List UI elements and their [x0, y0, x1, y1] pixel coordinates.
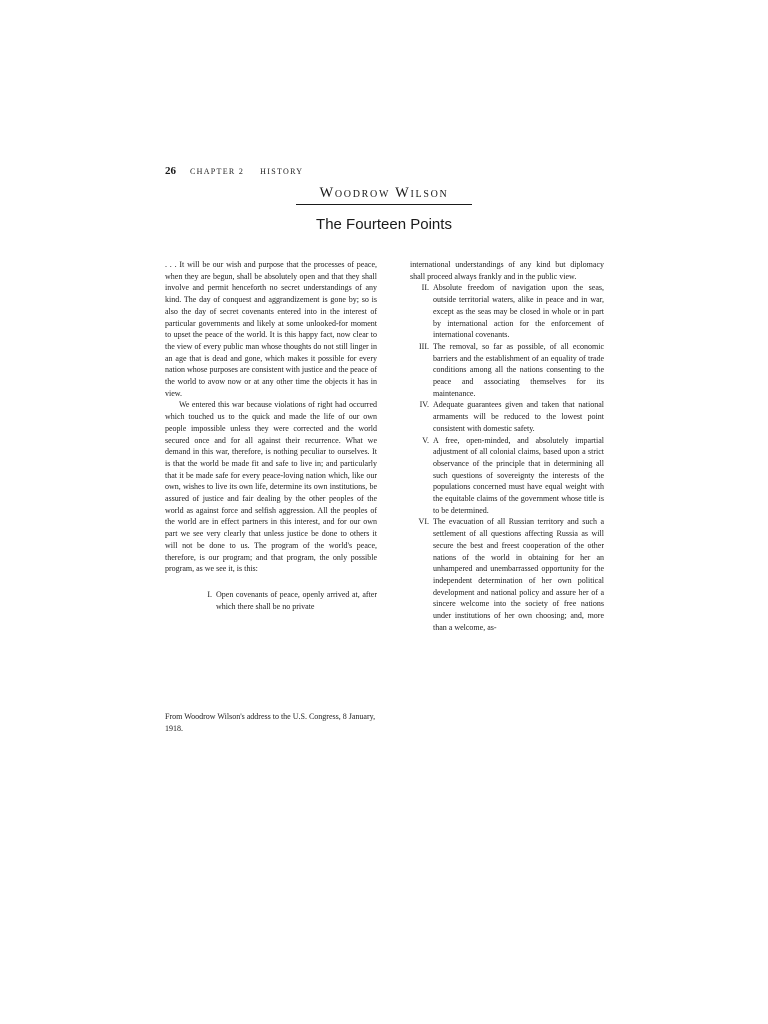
body-paragraph: . . . It will be our wish and purpose that the processes of peace, when they are begun, shall be absolutely open and that they shall involve and permit henceforth no secret understandings of any kind. The day of conquest and aggrandizement is gone by; so is also the day of secret covenants entered into in the interest of particular governments and likely at some unlooked-for moment to upset the peace of the world. It is this happy fact, now clear to the view of every public man whose thoughts do not still linger in an age that is dead and gone, which makes it possible for every nation whose purposes are consistent with justice and the peace of the world to avow now or at any other time the objects it has in view.	[165, 260, 377, 398]
page-number: 26	[165, 165, 176, 177]
point-number: III.	[419, 341, 429, 351]
running-head-section: HISTORY	[260, 167, 304, 176]
point-item	[410, 282, 604, 341]
point-number: I.	[207, 589, 212, 599]
point-text: The evacuation of all Russian territory and such a settlement of all questions affecting Russia as will secure the best and freest cooperation of the other nations of the world in obtaining for her an unhampered and unembarrassed opportunity for the independent determination of her own political development and national policy and assure her of a sincere welcome into the society of free nations under institutions of her own choosing; and, more than a welcome, as-	[433, 517, 604, 632]
point-text: Adequate guarantees given and taken that national armaments will be reduced to the lowest point consistent with domestic safety.	[433, 400, 604, 433]
point-continuation: international understandings of any kind but diplomacy shall proceed always frankly and in the public view.	[410, 260, 604, 281]
document-title: The Fourteen Points	[316, 216, 452, 233]
point-text: Open covenants of peace, openly arrived at, after which there shall be no private	[216, 589, 377, 611]
running-head-chapter: CHAPTER 2	[190, 167, 245, 176]
point-number: IV.	[419, 400, 429, 410]
point-number: VI.	[418, 517, 429, 527]
point-number: II.	[421, 283, 429, 293]
point-number: V.	[422, 435, 429, 445]
point-text: Absolute freedom of navigation upon the seas, outside territorial waters, alike in peace and in war, except as the seas may be closed in whole or in part by international action for the enforcement of international covenants.	[433, 283, 604, 340]
body-paragraph: We entered this war because violations of right had occurred which touched us to the quick and made the life of our own people impossible unless they were corrected and the world secured once and for all against their recurrence. What we demand in this war, therefore, is nothing peculiar to ourselves. It is that the world be made fit and safe to live in; and particularly that it be made safe for every peace-loving nation which, like our own, wishes to live its own life, determine its own institutions, be assured of justice and fair dealing by the other peoples of the world as against force and selfish aggression. All the peoples of the world are in effect partners in this interest, and for our own part we see very clearly that unless justice be done to others it will not be done to us. The program of the world's peace, therefore, is our program; and that program, the only possible program, as we see it, is this:	[165, 400, 377, 574]
point-item	[410, 435, 604, 517]
author-divider	[296, 204, 472, 205]
point-text: A free, open-minded, and absolutely impartial adjustment of all colonial claims, based upon a strict observance of the principle that in determining all such questions of sovereignty the interests of the populations concerned must have equal weight with the equitable claims of the government whose title is to be determined.	[433, 435, 604, 515]
author-name: Woodrow Wilson	[319, 185, 449, 201]
source-note: From Woodrow Wilson's address to the U.S. Congress, 8 January, 1918.	[165, 712, 376, 733]
point-item	[410, 399, 604, 434]
point-item	[193, 589, 377, 612]
left-column	[165, 259, 377, 612]
point-item	[410, 516, 604, 633]
running-head	[165, 165, 303, 179]
right-column	[410, 259, 604, 634]
point-text: The removal, so far as possible, of all economic barriers and the establishment of an equality of trade conditions among all the nations consenting to the peace and associating themselves for its maintenance.	[433, 341, 604, 398]
point-item	[410, 341, 604, 400]
